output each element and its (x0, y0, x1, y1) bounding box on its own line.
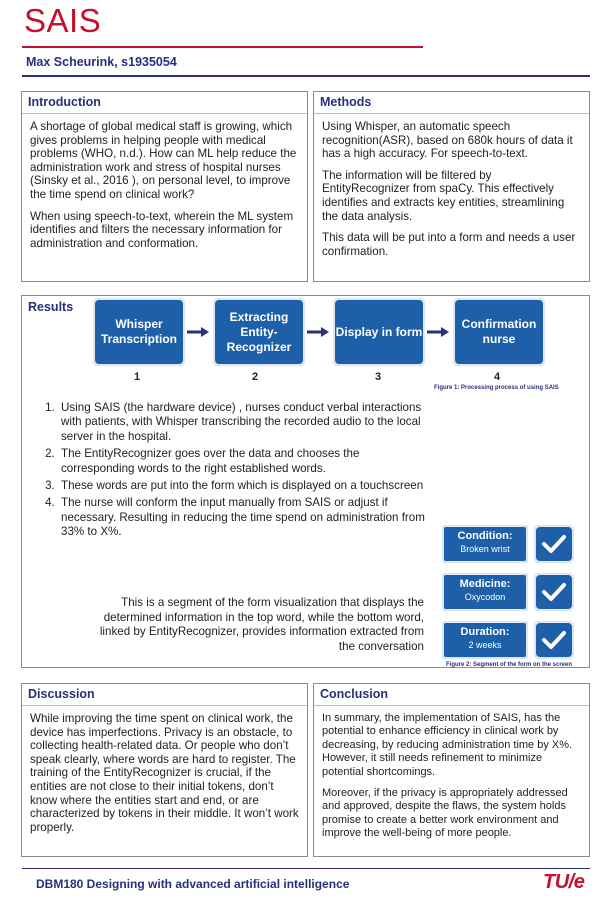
form-field-title: Duration: (460, 626, 510, 638)
author-line: Max Scheurink, s1935054 (26, 55, 177, 69)
introduction-paragraph: When using speech-to-text, wherein the ML system identifies and filters the necessary information for administration and conformation. (30, 209, 294, 250)
conclusion-paragraph: In summary, the implementation of SAIS, has the potential to enhance efficiency in clinical work by decreasing, by reducing administration time by X%. However, it still needs refinement to minimize potential shortcomings. (322, 712, 573, 778)
check-icon (534, 525, 574, 563)
list-item: 2. The EntityRecognizer goes over the data and chooses the corresponding words to the right established words. (58, 447, 428, 476)
confirm-check-button[interactable] (534, 621, 574, 659)
conclusion-heading: Conclusion (314, 684, 589, 706)
process-step-number: 1 (133, 371, 141, 383)
conclusion-section (313, 683, 590, 857)
introduction-paragraph: A shortage of global medical staff is growing, which gives problems in helping people with medical problems (WHO, n.d.). How can ML help reduce the administration work and stress of hospital nurses (Sinsky et al., 2016 ), on personal level, to improve the time spend on clinical work? (30, 120, 297, 201)
introduction-heading: Introduction (22, 92, 307, 114)
methods-heading: Methods (314, 92, 589, 114)
confirm-check-button[interactable] (534, 573, 574, 611)
methods-paragraph: Using Whisper, an automatic speech recognition(ASR), based on 680k hours of data it has a high accuracy. For speech-to-text. (322, 120, 573, 161)
arrow-right-icon (307, 327, 329, 337)
header-divider (22, 75, 590, 77)
figure-2-caption: Figure 2: Segment of the form on the screen (446, 662, 573, 668)
process-step-confirmation: Confirmation nurse (453, 298, 545, 366)
check-icon (534, 573, 574, 611)
form-field-duration (442, 621, 528, 659)
results-heading: Results (28, 300, 74, 314)
title-divider (22, 46, 423, 48)
check-icon (534, 621, 574, 659)
process-step-number: 4 (493, 371, 501, 383)
form-field-condition (442, 525, 528, 563)
process-step-entity-recognizer: Extracting Entity-Recognizer (213, 298, 305, 366)
process-step-number: 3 (374, 371, 382, 383)
poster-title: SAIS (24, 2, 102, 39)
methods-paragraph: The information will be filtered by EntityRecognizer from spaCy. This effectively identifies and extracts key entities, streamlining the data analysis. (322, 168, 565, 223)
footer-divider (22, 868, 590, 869)
methods-section (313, 91, 590, 282)
process-step-whisper: Whisper Transcription (93, 298, 185, 366)
form-segment-description: This is a segment of the form visualization that displays the determined information in the top word, while the bottom word, linked by EntityRecognizer, provides information extracted from the conversation (99, 596, 424, 653)
introduction-section (21, 91, 308, 282)
list-item: 4. The nurse will conform the input manually from SAIS or adjust if necessary. Resulting in reducing the time spend on administration from 33% to X%. (58, 496, 428, 539)
form-field-value: Oxycodon (464, 592, 506, 602)
form-field-title: Medicine: (459, 578, 511, 590)
arrow-right-icon (187, 327, 209, 337)
list-item: 3. These words are put into the form which is displayed on a touchscreen (58, 479, 428, 493)
discussion-section (21, 683, 308, 857)
form-field-value: 2 weeks (468, 640, 502, 650)
methods-paragraph: This data will be put into a form and needs a user confirmation. (322, 231, 576, 258)
figure-1-caption: Figure 1: Processing process of using SAIS (434, 385, 559, 391)
discussion-paragraph: While improving the time spent on clinical work, the device has imperfections. Privacy is an obstacle, to collecting health-related data. Or people who don’t speak clearly, where words are hard to register. The training of the EntityRecognizer is crucial, if the entities are not close to their initial tokens, don’t know where the entities start and end, or are characterized by tokens in their middle. It won’t work properly. (30, 712, 299, 834)
results-step-list (38, 401, 428, 543)
arrow-right-icon (427, 327, 449, 337)
form-field-medicine (442, 573, 528, 611)
discussion-heading: Discussion (22, 684, 307, 706)
tue-logo: TU/e (543, 871, 585, 893)
confirm-check-button[interactable] (534, 525, 574, 563)
results-section (21, 295, 590, 668)
conclusion-paragraph: Moreover, if the privacy is appropriately addressed and approved, despite the flaws, the system holds promise to create a better work environment and improve the well-being of more people. (322, 787, 568, 840)
form-field-title: Condition: (457, 530, 513, 542)
process-step-display-form: Display in form (333, 298, 425, 366)
form-field-value: Broken wrist (460, 544, 510, 554)
process-step-number: 2 (251, 371, 259, 383)
course-footer: DBM180 Designing with advanced artificial intelligence (36, 877, 350, 891)
list-item: 1. Using SAIS (the hardware device) , nurses conduct verbal interactions with patients, with Whisper transcribing the recorded audio to the local server in the hospital. (58, 401, 428, 444)
